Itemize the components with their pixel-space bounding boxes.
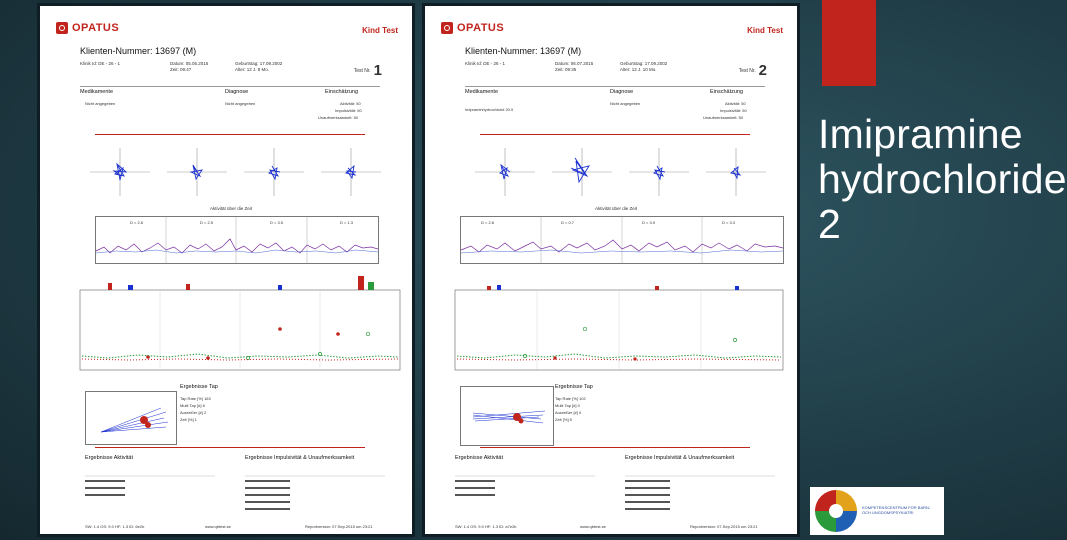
institution-logo (810, 487, 944, 535)
impulsivitaet-score: Impulsivität: 50 (720, 108, 747, 113)
red-divider (95, 447, 365, 448)
aktivitaet-score: Aktivität: 50 (725, 101, 746, 106)
opatus-logo (441, 22, 504, 34)
footer-left: SW: 1.4 OS: 9.0 HF: 1.3 ID: 6e2b (85, 524, 145, 529)
reaction-time-chart (68, 274, 402, 374)
results-table-lines (455, 468, 775, 516)
slide-title: Imipramine hydrochloride 2 (818, 111, 1067, 247)
client-label: Klienten-Nummer: (80, 46, 153, 56)
aktivitaet-zeit-label: Aktivität über die Zeit (210, 206, 253, 211)
client-number (465, 46, 581, 56)
ergebnisse-tap-heading: Ergebnisse Tap (180, 384, 218, 390)
d-value-3: D = 3.9 (642, 220, 656, 225)
results-table (85, 468, 385, 516)
ergebnisse-tap-heading: Ergebnisse Tap (555, 384, 593, 390)
multi-tap: Multi Tap [#] 0 (555, 403, 580, 408)
diagnose-heading: Diagnose (610, 89, 634, 95)
zeit-percent: Zeit [%] 1 (180, 417, 197, 422)
test-number (739, 62, 767, 79)
geburtstag: Geburtstag: 17.09.2002 (235, 61, 283, 66)
client-value: 13697 (M) (540, 46, 582, 56)
ausreisser: Ausreißer [#] 2 (180, 410, 207, 415)
datum: Datum: 05.05.2015 (170, 61, 209, 66)
aktivitaet-zeit-label: Aktivität über die Zeit (595, 206, 638, 211)
kind-test-label: Kind Test (747, 26, 783, 35)
zeit: Zeit: 09:47 (170, 67, 192, 72)
test-number-label: Test Nr. (738, 68, 756, 74)
alter: Alter: 12 J. 10 Mo. (620, 67, 657, 72)
footer-left: SW: 1.4 OS: 9.0 HF: 1.3 ID: a7e2b (455, 524, 517, 529)
footer-right: Reportversion: 07.Sep.2015 um 23:21 (305, 524, 373, 529)
unaufmerksamkeit-score: Unaufmerksamkeit: 50 (318, 115, 359, 120)
red-divider (95, 134, 365, 135)
movement-trace-graphic (90, 146, 380, 198)
d-value-1: D = 2.6 (130, 220, 144, 225)
movement-traces (475, 146, 765, 198)
d-value-2: D = 0.7 (561, 220, 575, 225)
einschaetzung-heading: Einschätzung (325, 89, 359, 95)
diagnose-value: Nicht angegeben (610, 101, 641, 106)
movement-trace-graphic (475, 146, 765, 198)
unaufmerksamkeit-score: Unaufmerksamkeit: 50 (703, 115, 744, 120)
test-number-label: Test Nr. (353, 68, 371, 74)
test-number-value: 1 (373, 62, 382, 79)
client-label: Klienten-Nummer: (465, 46, 538, 56)
ergebnisse-aktivitaet-heading: Ergebnisse Aktivität (85, 455, 133, 461)
einschaetzung-heading: Einschätzung (710, 89, 744, 95)
diagnose-heading: Diagnose (225, 89, 249, 95)
kind-test-label: Kind Test (362, 26, 398, 35)
footer-website: www.qbtest.se (580, 524, 606, 529)
results-table-lines (85, 468, 385, 516)
report-test-2 (422, 3, 800, 537)
opatus-logo (56, 22, 119, 34)
opatus-logo-icon (56, 22, 68, 34)
d-value-4: D = 1.3 (340, 220, 354, 225)
ergebnisse-aktivitaet-heading: Ergebnisse Aktivität (455, 455, 503, 461)
impulsivitaet-score: Impulsivität: 50 (335, 108, 362, 113)
divider (465, 86, 765, 87)
klinik-id: Klinik Id: DE - 26 - 1 (465, 61, 506, 66)
activity-over-time-chart (460, 216, 784, 264)
d-value-2: D = 2.5 (200, 220, 214, 225)
zeit-percent: Zeit [%] 5 (555, 417, 572, 422)
medikamente-heading: Medikamente (80, 89, 114, 95)
tap-plot-graphic (461, 387, 553, 445)
red-divider (480, 134, 750, 135)
tap-plot (460, 386, 554, 446)
medikamente-value: Nicht angegeben (85, 101, 116, 106)
ergebnisse-impuls-heading: Ergebnisse Impulsivität & Unaufmerksamkeit (245, 455, 355, 461)
klinik-id: Klinik Id: DE - 26 - 1 (80, 61, 121, 66)
activity-over-time-chart (95, 216, 379, 264)
reaction-time-graphic (68, 274, 402, 374)
client-value: 13697 (M) (155, 46, 197, 56)
colorful-circle-logo-icon (812, 487, 860, 535)
results-table (455, 468, 775, 516)
tap-rate: Tap Rate [%] 102 (555, 396, 586, 401)
red-divider (480, 447, 750, 448)
ergebnisse-impuls-heading: Ergebnisse Impulsivität & Unaufmerksamkeit (625, 455, 735, 461)
d-value-4: D = 3.3 (722, 220, 736, 225)
opatus-logo-icon (441, 22, 453, 34)
alter: Alter: 12 J. 8 Mo. (235, 67, 270, 72)
reaction-time-graphic (435, 274, 785, 374)
reaction-time-chart (435, 274, 785, 374)
d-value-3: D = 3.5 (270, 220, 284, 225)
medikamente-heading: Medikamente (465, 89, 499, 95)
report-test-1 (37, 3, 415, 537)
zeit: Zeit: 09:35 (555, 67, 577, 72)
movement-traces (90, 146, 380, 198)
test-number (354, 62, 382, 79)
footer-right: Reportversion: 07.Sep.2015 um 23:21 (690, 524, 758, 529)
multi-tap: Multi Tap [#] 6 (180, 403, 205, 408)
d-value-1: D = 2.8 (481, 220, 495, 225)
ausreisser: Ausreißer [#] 0 (555, 410, 582, 415)
aktivitaet-score: Aktivität: 50 (340, 101, 361, 106)
diagnose-value: Nicht angegeben (225, 101, 256, 106)
datum: Datum: 06.07.2015 (555, 61, 594, 66)
tap-plot (85, 391, 177, 445)
tap-rate: Tap Rate [%] 163 (180, 396, 211, 401)
test-number-value: 2 (758, 62, 767, 79)
brand-name: OPATUS (457, 22, 505, 34)
tap-plot-graphic (86, 392, 176, 444)
client-number (80, 46, 196, 56)
geburtstag: Geburtstag: 17.09.2002 (620, 61, 668, 66)
red-accent-bar (822, 0, 876, 86)
brand-name: OPATUS (72, 22, 120, 34)
footer-website: www.qbtest.se (205, 524, 231, 529)
divider (80, 86, 380, 87)
medikamente-value: Imipraminhydrochlorid 20.0 (465, 107, 514, 112)
institution-name: KOMPETENSCENTRUM FÖR BARN- OCH UNGDOMSPSYKIATRI (862, 505, 931, 515)
